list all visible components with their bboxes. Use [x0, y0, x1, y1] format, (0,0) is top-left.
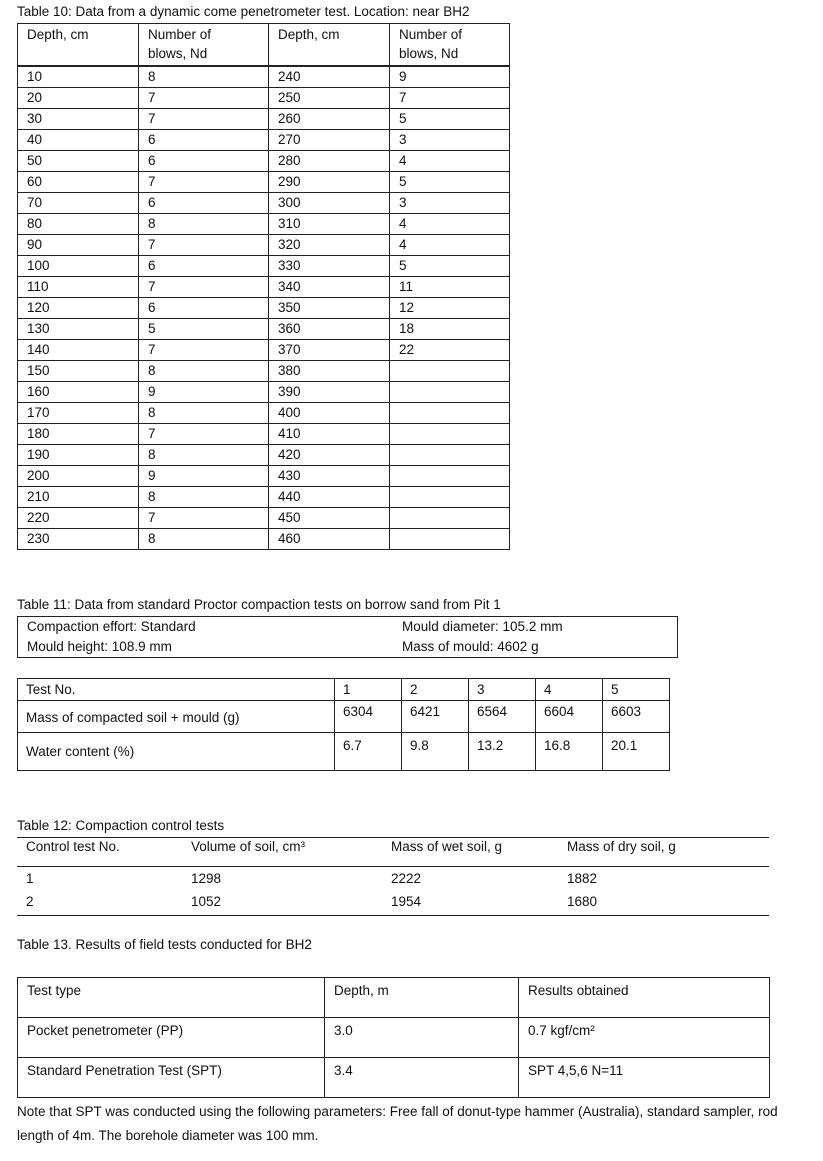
table-row	[18, 235, 510, 256]
table-row	[18, 172, 510, 193]
t10-cell: 250	[269, 88, 390, 109]
table-row	[18, 277, 510, 298]
t11-test-no-label: Test No.	[18, 679, 335, 701]
t10-cell: 7	[139, 424, 269, 445]
t10-cell: 6	[139, 256, 269, 277]
t10-cell: 18	[390, 319, 510, 340]
t11-test-no: 3	[469, 679, 536, 701]
t11-mass-value: 6304	[335, 701, 402, 733]
t10-cell	[390, 424, 510, 445]
t10-cell: 300	[269, 193, 390, 214]
t10-cell: 160	[18, 382, 139, 403]
table10	[17, 23, 510, 550]
table11-mould-info	[17, 616, 678, 658]
t10-cell: 140	[18, 340, 139, 361]
table11	[17, 678, 670, 771]
t10-cell: 8	[139, 214, 269, 235]
t12-cell: 2222	[391, 871, 422, 886]
t10-header-depth: Depth, cm	[18, 24, 139, 67]
t10-cell: 7	[139, 88, 269, 109]
mould-mass: Mass of mould: 4602 g	[402, 639, 539, 654]
t10-cell: 220	[18, 508, 139, 529]
compaction-effort: Compaction effort: Standard	[27, 619, 196, 634]
t12-cell: 2	[26, 894, 34, 909]
t10-cell: 100	[18, 256, 139, 277]
t12-header-control: Control test No.	[26, 839, 120, 854]
t10-header-blows2-line2: blows, Nd	[399, 46, 459, 61]
t10-cell: 8	[139, 403, 269, 424]
t13-cell: 3.0	[325, 1018, 519, 1058]
table-row	[18, 361, 510, 382]
t10-cell: 170	[18, 403, 139, 424]
t10-cell: 180	[18, 424, 139, 445]
t12-header-wet: Mass of wet soil, g	[391, 839, 503, 854]
t10-cell: 400	[269, 403, 390, 424]
t10-cell: 270	[269, 130, 390, 151]
t10-cell: 320	[269, 235, 390, 256]
spt-note: Note that SPT was conducted using the following parameters: Free fall of donut-type hammer (Australia), standard sampler, rod length of 4m. The borehole diameter was 100 mm.	[17, 1104, 778, 1143]
table13	[17, 977, 770, 1098]
t10-cell: 7	[139, 109, 269, 130]
t10-cell: 260	[269, 109, 390, 130]
t10-cell: 6	[139, 298, 269, 319]
t11-water-value: 6.7	[335, 733, 402, 771]
t10-cell: 20	[18, 88, 139, 109]
table-row	[18, 193, 510, 214]
t10-cell: 380	[269, 361, 390, 382]
t10-cell: 5	[390, 109, 510, 130]
table-row	[18, 256, 510, 277]
t10-cell: 350	[269, 298, 390, 319]
mould-diameter: Mould diameter: 105.2 mm	[402, 619, 563, 634]
t10-header-blows2-line1: Number of	[399, 27, 463, 42]
t10-cell: 3	[390, 130, 510, 151]
t10-cell: 200	[18, 466, 139, 487]
t10-cell: 330	[269, 256, 390, 277]
t10-cell: 9	[139, 382, 269, 403]
t10-cell: 5	[139, 319, 269, 340]
t10-cell: 390	[269, 382, 390, 403]
t10-cell: 450	[269, 508, 390, 529]
t11-water-value: 13.2	[469, 733, 536, 771]
t10-cell	[390, 529, 510, 550]
t10-cell: 130	[18, 319, 139, 340]
t10-cell: 60	[18, 172, 139, 193]
t13-cell: 0.7 kgf/cm²	[519, 1018, 770, 1058]
t10-header-blows-line1: Number of	[148, 27, 212, 42]
table11-caption: Table 11: Data from standard Proctor compaction tests on borrow sand from Pit 1	[17, 597, 501, 612]
t10-cell: 7	[139, 277, 269, 298]
mould-height: Mould height: 108.9 mm	[27, 639, 172, 654]
t10-cell: 8	[139, 445, 269, 466]
t10-cell: 430	[269, 466, 390, 487]
t10-cell: 22	[390, 340, 510, 361]
t10-cell: 410	[269, 424, 390, 445]
t11-test-no: 4	[536, 679, 603, 701]
t10-cell	[390, 466, 510, 487]
table10-caption: Table 10: Data from a dynamic come penetrometer test. Location: near BH2	[17, 4, 470, 19]
t10-header-depth-2: Depth, cm	[269, 24, 390, 67]
table-row	[18, 466, 510, 487]
t10-cell: 7	[390, 88, 510, 109]
t12-cell: 1882	[567, 871, 598, 886]
t10-header-blows-line2: blows, Nd	[148, 46, 208, 61]
t10-cell: 6	[139, 151, 269, 172]
t10-cell: 12	[390, 298, 510, 319]
t10-cell: 210	[18, 487, 139, 508]
t10-cell: 7	[139, 172, 269, 193]
t12-bottom-rule	[17, 915, 769, 916]
t10-cell: 230	[18, 529, 139, 550]
t10-cell: 8	[139, 66, 269, 88]
t10-cell: 190	[18, 445, 139, 466]
t13-cell: Pocket penetrometer (PP)	[18, 1018, 325, 1058]
t13-header-results: Results obtained	[519, 978, 770, 1018]
t10-cell: 4	[390, 214, 510, 235]
t10-cell: 30	[18, 109, 139, 130]
table-row	[18, 319, 510, 340]
t10-cell	[390, 508, 510, 529]
t10-cell: 5	[390, 172, 510, 193]
t12-header-dry: Mass of dry soil, g	[567, 839, 676, 854]
t12-cell: 1298	[191, 871, 222, 886]
t10-cell: 280	[269, 151, 390, 172]
table-row	[18, 382, 510, 403]
t12-cell: 1954	[391, 894, 422, 909]
t10-cell: 10	[18, 66, 139, 88]
t10-cell: 70	[18, 193, 139, 214]
t10-cell: 360	[269, 319, 390, 340]
t10-cell: 240	[269, 66, 390, 88]
t11-water-label: Water content (%)	[18, 733, 335, 771]
table-row	[18, 66, 510, 88]
table-row	[18, 424, 510, 445]
t11-water-value: 9.8	[402, 733, 469, 771]
t10-cell: 310	[269, 214, 390, 235]
table-row	[18, 445, 510, 466]
t11-test-no: 1	[335, 679, 402, 701]
t10-cell: 9	[139, 466, 269, 487]
t11-mass-value: 6603	[603, 701, 670, 733]
table13-caption: Table 13. Results of field tests conducted for BH2	[17, 937, 312, 952]
t10-cell	[390, 382, 510, 403]
t10-cell: 90	[18, 235, 139, 256]
t10-header-blows	[139, 24, 269, 67]
t10-cell	[390, 403, 510, 424]
t10-cell: 340	[269, 277, 390, 298]
t11-mass-value: 6421	[402, 701, 469, 733]
t10-cell: 4	[390, 235, 510, 256]
t10-cell: 8	[139, 487, 269, 508]
t10-cell	[390, 361, 510, 382]
table-row	[18, 109, 510, 130]
t12-header-volume: Volume of soil, cm³	[191, 839, 306, 854]
t13-header-depth: Depth, m	[325, 978, 519, 1018]
t13-header-test-type: Test type	[18, 978, 325, 1018]
t10-cell: 120	[18, 298, 139, 319]
t10-cell: 8	[139, 361, 269, 382]
t12-top-rule	[17, 837, 769, 838]
t10-cell: 50	[18, 151, 139, 172]
t10-cell: 9	[390, 66, 510, 88]
t10-cell: 6	[139, 130, 269, 151]
t10-cell: 3	[390, 193, 510, 214]
table-row	[18, 529, 510, 550]
table-row	[18, 88, 510, 109]
t10-cell: 4	[390, 151, 510, 172]
t11-water-value: 16.8	[536, 733, 603, 771]
t11-mass-value: 6564	[469, 701, 536, 733]
t10-cell: 5	[390, 256, 510, 277]
t10-cell: 6	[139, 193, 269, 214]
t10-cell: 150	[18, 361, 139, 382]
t10-cell: 80	[18, 214, 139, 235]
t12-cell: 1680	[567, 894, 598, 909]
t10-cell: 440	[269, 487, 390, 508]
t10-cell: 40	[18, 130, 139, 151]
t10-cell: 7	[139, 235, 269, 256]
table-row	[18, 214, 510, 235]
t11-test-no: 2	[402, 679, 469, 701]
table12-caption: Table 12: Compaction control tests	[17, 818, 225, 833]
table-row	[18, 487, 510, 508]
table-row	[18, 403, 510, 424]
t10-cell	[390, 445, 510, 466]
t12-header-rule	[17, 866, 769, 867]
t13-cell: Standard Penetration Test (SPT)	[18, 1058, 325, 1098]
t10-cell: 460	[269, 529, 390, 550]
t13-cell: SPT 4,5,6 N=11	[519, 1058, 770, 1098]
table-row	[18, 151, 510, 172]
t12-cell: 1052	[191, 894, 222, 909]
t10-cell: 370	[269, 340, 390, 361]
t11-test-no: 5	[603, 679, 670, 701]
table-row	[18, 340, 510, 361]
table-row	[18, 130, 510, 151]
t13-cell: 3.4	[325, 1058, 519, 1098]
t11-water-value: 20.1	[603, 733, 670, 771]
t10-cell: 420	[269, 445, 390, 466]
t10-cell: 110	[18, 277, 139, 298]
t10-header-blows-2	[390, 24, 510, 67]
t10-cell	[390, 487, 510, 508]
t11-mass-label: Mass of compacted soil + mould (g)	[18, 701, 335, 733]
t10-cell: 7	[139, 340, 269, 361]
table-row	[18, 298, 510, 319]
t12-cell: 1	[26, 871, 34, 886]
t10-cell: 7	[139, 508, 269, 529]
t11-mass-value: 6604	[536, 701, 603, 733]
table-row	[18, 508, 510, 529]
t10-cell: 11	[390, 277, 510, 298]
t10-cell: 8	[139, 529, 269, 550]
t10-cell: 290	[269, 172, 390, 193]
